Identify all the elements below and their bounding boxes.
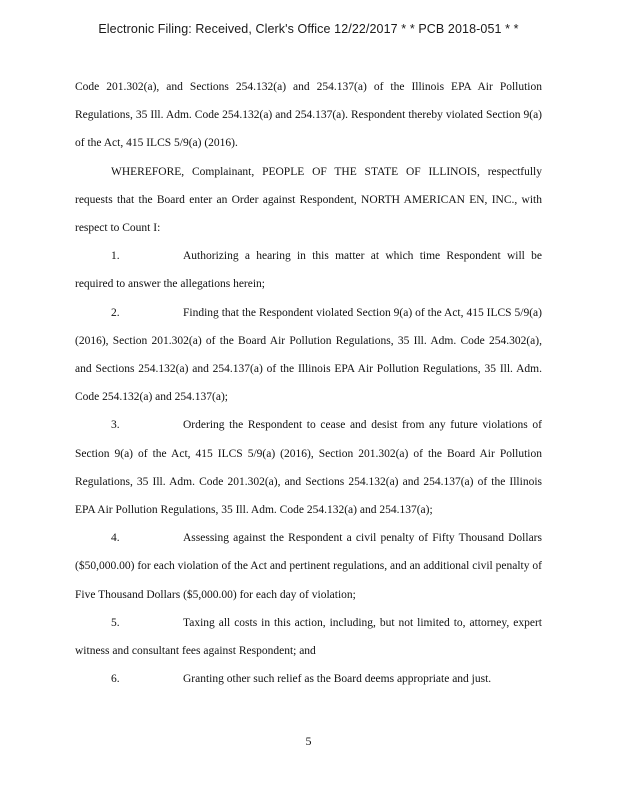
wherefore-paragraph: WHEREFORE, Complainant, PEOPLE OF THE STATE OF ILLINOIS, respectfully requests that the Board enter an Order against Respondent, NORTH AMERICAN EN, INC., with respect to Count I:: [75, 165, 542, 235]
list-item: [75, 299, 542, 412]
list-item-number: 6.: [111, 673, 120, 686]
list-item-number: 1.: [111, 250, 120, 263]
list-item-text: Granting other such relief as the Board deems appropriate and just.: [183, 673, 492, 686]
page-number: 5: [305, 734, 312, 748]
list-item: [75, 524, 542, 609]
list-item-text: Authorizing a hearing in this matter at which time Respondent will be required to answer the allegations herein;: [75, 250, 542, 291]
list-item-number: 2.: [111, 306, 120, 319]
list-item-number: 3.: [111, 419, 120, 432]
filing-stamp-header: Electronic Filing: Received, Clerk's Office 12/22/2017 * * PCB 2018-051 * *: [98, 22, 519, 36]
list-item: [75, 665, 542, 693]
document-body: [75, 73, 542, 693]
list-item-text: Assessing against the Respondent a civil penalty of Fifty Thousand Dollars ($50,000.00) for each violation of the Act and pertinent regulations, and an additional civil penalty of Five Thousand Dollars ($5,000.00) for each day of violation;: [75, 532, 542, 601]
list-item-text: Ordering the Respondent to cease and desist from any future violations of Section 9(a) of the Act, 415 ILCS 5/9(a) (2016), Section 201.302(a) of the Board Air Pollution Regulations, 35 Ill. Adm. Code 201.302(a), and Sections 254.132(a) and 254.137(a) of the Illinois EPA Air Pollution Regulations, 35 Ill. Adm. Code 254.132(a) and 254.137(a);: [75, 419, 542, 517]
list-item: [75, 411, 542, 524]
list-item-number: 4.: [111, 532, 120, 545]
list-item: [75, 609, 542, 665]
list-item-text: Taxing all costs in this action, including, but not limited to, attorney, expert witness and consultant fees against Respondent; and: [75, 616, 542, 658]
list-item: [75, 242, 542, 298]
continuation-paragraph: Code 201.302(a), and Sections 254.132(a) and 254.137(a) of the Illinois EPA Air Pollution Regulations, 35 Ill. Adm. Code 254.132(a) and 254.137(a). Respondent thereby violated Section 9(a) of the Act, 415 ILCS 5/9(a) (2016).: [75, 81, 542, 150]
list-item-number: 5.: [111, 616, 120, 629]
list-item-text: Finding that the Respondent violated Section 9(a) of the Act, 415 ILCS 5/9(a) (2016), Section 201.302(a) of the Board Air Pollution Regulations, 35 Ill. Adm. Code 254.302(a), and Sections 254.132(a) and 254.137(a) of the Illinois EPA Air Pollution Regulations, 35 Ill. Adm. Code 254.132(a) and 254.137(a);: [75, 306, 542, 404]
